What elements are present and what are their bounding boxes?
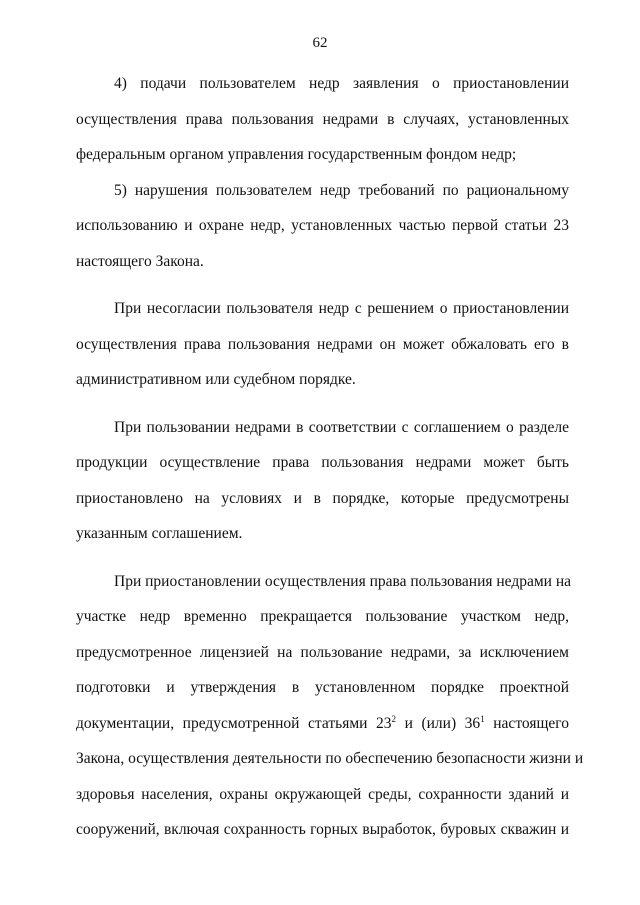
paragraph-appeal	[76, 291, 569, 398]
text-line: административном или судебном порядке.	[76, 371, 356, 388]
superscript: 2	[391, 713, 397, 724]
text-line: указанным соглашением.	[76, 525, 243, 542]
text-fragment: и (или) 36	[396, 714, 481, 732]
text-line: сооружений, включая сохранность горных выработок, буровых скважин и	[76, 821, 569, 838]
page-number: 62	[312, 35, 328, 51]
text-line: использованию и охране недр, установленных частью первой статьи 23	[76, 217, 569, 234]
text-line: участке недр временно прекращается пользование участком недр,	[76, 608, 569, 625]
paragraph-item-4	[76, 66, 569, 173]
text-line: федеральным органом управления государственным фондом недр;	[76, 146, 517, 163]
text-line: Закона, осуществления деятельности по обеспечению безопасности жизни и	[76, 750, 584, 767]
paragraph-item-5	[76, 173, 569, 280]
text-fragment: настоящего	[484, 714, 570, 732]
text-line: настоящего Закона.	[76, 252, 204, 270]
text-line: приостановлено на условиях и в порядке, которые предусмотрены	[76, 489, 569, 507]
text-line: осуществления права пользования недрами в случаях, установленных	[76, 110, 569, 128]
text-line: При пользовании недрами в соответствии с соглашением о разделе	[114, 418, 569, 436]
text-line: подготовки и утверждения в установленном порядке проектной	[76, 679, 569, 696]
text-line: 5) нарушения пользователем недр требований по рациональному	[114, 181, 569, 199]
superscript: 1	[480, 713, 485, 724]
text-line: При приостановлении осуществления права пользования недрами на	[114, 572, 572, 590]
text-fragment: документации, предусмотренной статьями 23	[76, 714, 392, 732]
text-line: При несогласии пользователя недр с решением о приостановлении	[114, 300, 569, 317]
text-line: предусмотренное лицензией на пользование недрами, за исключением	[76, 643, 569, 661]
document-body	[76, 66, 584, 848]
text-line: продукции осуществление права пользования недрами может быть	[76, 454, 569, 471]
text-line: осуществления права пользования недрами он может обжаловать его в	[76, 335, 569, 353]
text-line: 4) подачи пользователем недр заявления о приостановлении	[114, 75, 569, 92]
text-line-with-superscripts	[76, 706, 569, 742]
paragraph-production-sharing	[76, 410, 569, 552]
paragraph-suspension	[76, 564, 584, 848]
text-line: здоровья населения, охраны окружающей среды, сохранности зданий и	[76, 785, 569, 803]
